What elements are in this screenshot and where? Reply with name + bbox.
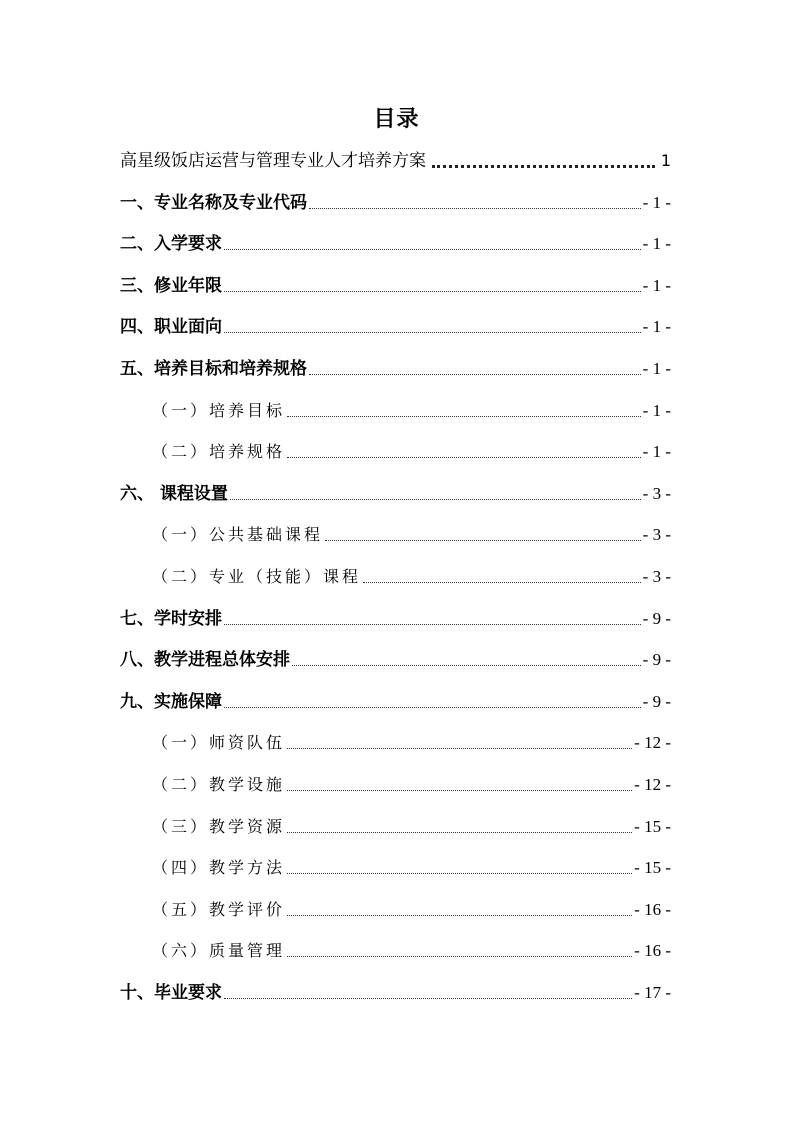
dot-leader (287, 832, 632, 833)
dot-leader (224, 332, 641, 333)
toc-entry-page-number: - 1 - (642, 317, 671, 336)
toc-entry-label: 六、 课程设置 (120, 484, 228, 504)
dot-leader (432, 165, 655, 168)
dot-leader (325, 540, 641, 541)
toc-entry[interactable] (152, 895, 671, 921)
toc-entry-label: 一、专业名称及专业代码 (120, 193, 307, 213)
toc-entry-label: 四、职业面向 (120, 317, 222, 337)
toc-entry[interactable] (152, 770, 671, 796)
toc-entry-page-number: - 3 - (642, 525, 671, 544)
toc-entry-page-number: - 9 - (642, 650, 671, 669)
dot-leader (287, 790, 632, 791)
toc-entry[interactable] (120, 479, 671, 505)
toc-entry-page-number: - 9 - (642, 609, 671, 628)
toc-entry-label: 八、教学进程总体安排 (120, 650, 290, 670)
dot-leader (287, 416, 641, 417)
toc-title: 目录 (373, 107, 420, 132)
toc-entry[interactable] (120, 229, 671, 255)
toc-entry-page-number: - 12 - (634, 775, 671, 794)
dot-leader (224, 707, 641, 708)
toc-entry-label: 二、入学要求 (120, 234, 222, 254)
toc-entry[interactable] (120, 271, 671, 297)
dot-leader (309, 374, 641, 375)
toc-entry-label: （一）师资队伍 (152, 733, 286, 752)
toc-entry-label: （二）教学设施 (152, 775, 286, 794)
toc-entry-page-number: - 15 - (634, 858, 671, 877)
toc-entry-page-number: - 9 - (642, 692, 671, 711)
toc-entry-label: 高星级饭店运营与管理专业人才培养方案 (120, 151, 426, 171)
toc-entry[interactable] (120, 687, 671, 713)
toc-entry-page-number: - 3 - (642, 567, 671, 586)
dot-leader (224, 998, 632, 999)
toc-entry-page-number: - 16 - (634, 900, 671, 919)
toc-entry-page-number: - 1 - (642, 234, 671, 253)
toc-entry-label: 五、培养目标和培养规格 (120, 359, 307, 379)
toc-entry-page-number: - 12 - (634, 733, 671, 752)
toc-entry-page-number: - 3 - (642, 484, 671, 503)
toc-entry-page-number: - 15 - (634, 817, 671, 836)
toc-entry-label: （一）培养目标 (152, 401, 286, 420)
toc-entry-page-number: 1 (660, 151, 671, 170)
toc-entry[interactable] (120, 604, 671, 630)
toc-entry-label: （四）教学方法 (152, 858, 286, 877)
toc-entry-label: 九、实施保障 (120, 692, 222, 712)
dot-leader (287, 873, 632, 874)
toc-entry-label: （二）专业（技能）课程 (152, 567, 362, 586)
dot-leader (287, 915, 632, 916)
dot-leader (224, 624, 641, 625)
toc-entry-page-number: - 1 - (642, 276, 671, 295)
dot-leader (287, 457, 641, 458)
toc-entry-label: 十、毕业要求 (120, 983, 222, 1003)
toc-entry[interactable] (120, 978, 671, 1004)
dot-leader (287, 748, 632, 749)
toc-entry-page-number: - 1 - (642, 401, 671, 420)
toc-entry[interactable] (152, 562, 671, 588)
toc-entry[interactable] (120, 645, 671, 671)
toc-entry[interactable] (152, 437, 671, 463)
toc-entry-label: （一）公共基础课程 (152, 525, 324, 544)
toc-entry-page-number: - 1 - (642, 193, 671, 212)
dot-leader (224, 291, 641, 292)
toc-entry[interactable] (152, 853, 671, 879)
toc-entry-label: （五）教学评价 (152, 900, 286, 919)
toc-entry[interactable] (152, 812, 671, 838)
toc-entry-label: （六）质量管理 (152, 941, 286, 960)
toc-entry-page-number: - 16 - (634, 941, 671, 960)
dot-leader (287, 956, 632, 957)
toc-entry-label: 三、修业年限 (120, 276, 222, 296)
toc-entry[interactable] (120, 312, 671, 338)
toc-entry-label: （二）培养规格 (152, 442, 286, 461)
toc-entry[interactable] (152, 936, 671, 962)
dot-leader (363, 582, 641, 583)
toc-entry[interactable] (120, 146, 671, 172)
toc-entry-label: 七、学时安排 (120, 609, 222, 629)
toc-entry-label: （三）教学资源 (152, 817, 286, 836)
toc-entry[interactable] (152, 520, 671, 546)
toc-entry[interactable] (120, 188, 671, 214)
toc-entry[interactable] (120, 354, 671, 380)
toc-entry-page-number: - 1 - (642, 442, 671, 461)
toc-entry[interactable] (152, 728, 671, 754)
toc-entry[interactable] (152, 396, 671, 422)
toc-entry-page-number: - 1 - (642, 359, 671, 378)
dot-leader (224, 249, 641, 250)
dot-leader (292, 665, 641, 666)
dot-leader (309, 208, 641, 209)
dot-leader (230, 499, 641, 500)
toc-entry-page-number: - 17 - (634, 983, 671, 1002)
